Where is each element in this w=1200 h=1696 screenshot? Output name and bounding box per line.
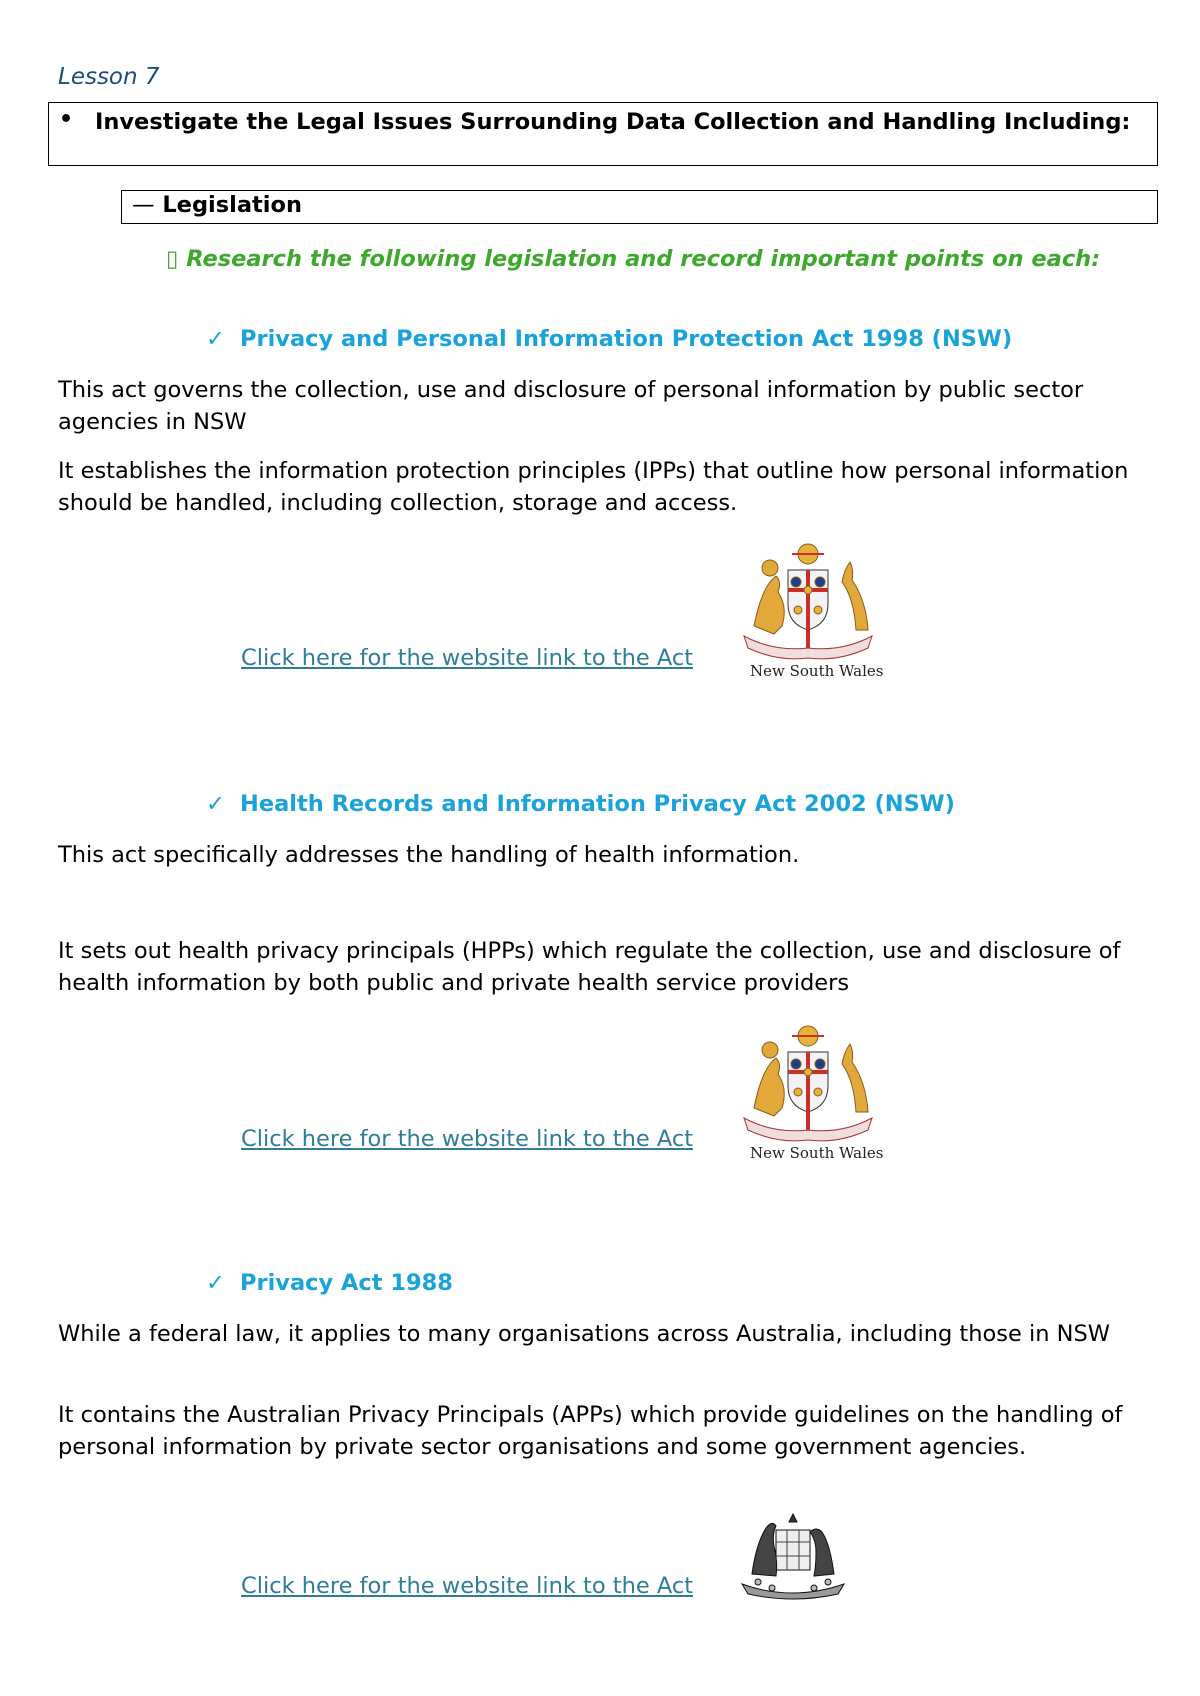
subtopic-label: Legislation — [162, 192, 302, 218]
act-link-privacy-act[interactable]: Click here for the website link to the Act — [241, 1573, 694, 1599]
commonwealth-crest-icon — [738, 1512, 848, 1600]
instruction-text: Research the following legislation and record important points on each: — [186, 246, 1101, 272]
act-title-privacy-act — [206, 1270, 453, 1296]
paragraph: This act governs the collection, use and disclosure of personal information by public sector agencies in NSW — [58, 377, 1084, 435]
topic-heading: Investigate the Legal Issues Surrounding Data Collection and Handling Including: — [95, 109, 1131, 135]
subtopic-box — [121, 190, 1158, 224]
dash-icon: — — [132, 192, 155, 218]
act-title-text: Health Records and Information Privacy Act 2002 (NSW) — [240, 791, 955, 817]
australian-coat-of-arms — [738, 1512, 848, 1604]
instruction-marker-icon: ▯ — [166, 246, 179, 272]
act-title-text: Privacy and Personal Information Protection Act 1998 (NSW) — [240, 326, 1013, 352]
subtopic-heading — [132, 192, 302, 218]
nsw-crest-icon — [736, 540, 880, 668]
paragraph: It contains the Australian Privacy Principals (APPs) which provide guidelines on the handling of personal information by private sector organisations and some government agencies. — [58, 1402, 1123, 1460]
paragraph: It sets out health privacy principals (HPPs) which regulate the collection, use and disclosure of health information by both public and private health service providers — [58, 938, 1121, 996]
paragraph: It establishes the information protection principles (IPPs) that outline how personal information should be handled, including collection, storage and access. — [58, 458, 1129, 516]
act-title-ppip — [206, 326, 1012, 352]
checkmark-icon: ✓ — [206, 326, 225, 352]
act-link-hrip[interactable]: Click here for the website link to the Act — [241, 1126, 694, 1152]
paragraph: While a federal law, it applies to many organisations across Australia, including those in NSW — [58, 1321, 1110, 1347]
nsw-crest-icon — [736, 1022, 880, 1150]
act-link-ppip[interactable]: Click here for the website link to the Act — [241, 645, 694, 671]
lesson-label: Lesson 7 — [58, 64, 160, 90]
act-title-hrip — [206, 791, 955, 817]
instruction — [94, 243, 1134, 275]
checkmark-icon: ✓ — [206, 791, 225, 817]
nsw-coat-of-arms — [736, 1022, 883, 1162]
paragraph: This act specifically addresses the handling of health information. — [58, 842, 800, 868]
crest-caption: New South Wales — [750, 662, 884, 680]
topic-heading-box — [48, 102, 1158, 166]
checkmark-icon: ✓ — [206, 1270, 225, 1296]
act-title-text: Privacy Act 1988 — [240, 1270, 453, 1296]
crest-caption: New South Wales — [750, 1144, 884, 1162]
nsw-coat-of-arms — [736, 540, 883, 680]
bullet-icon: • — [59, 107, 74, 132]
